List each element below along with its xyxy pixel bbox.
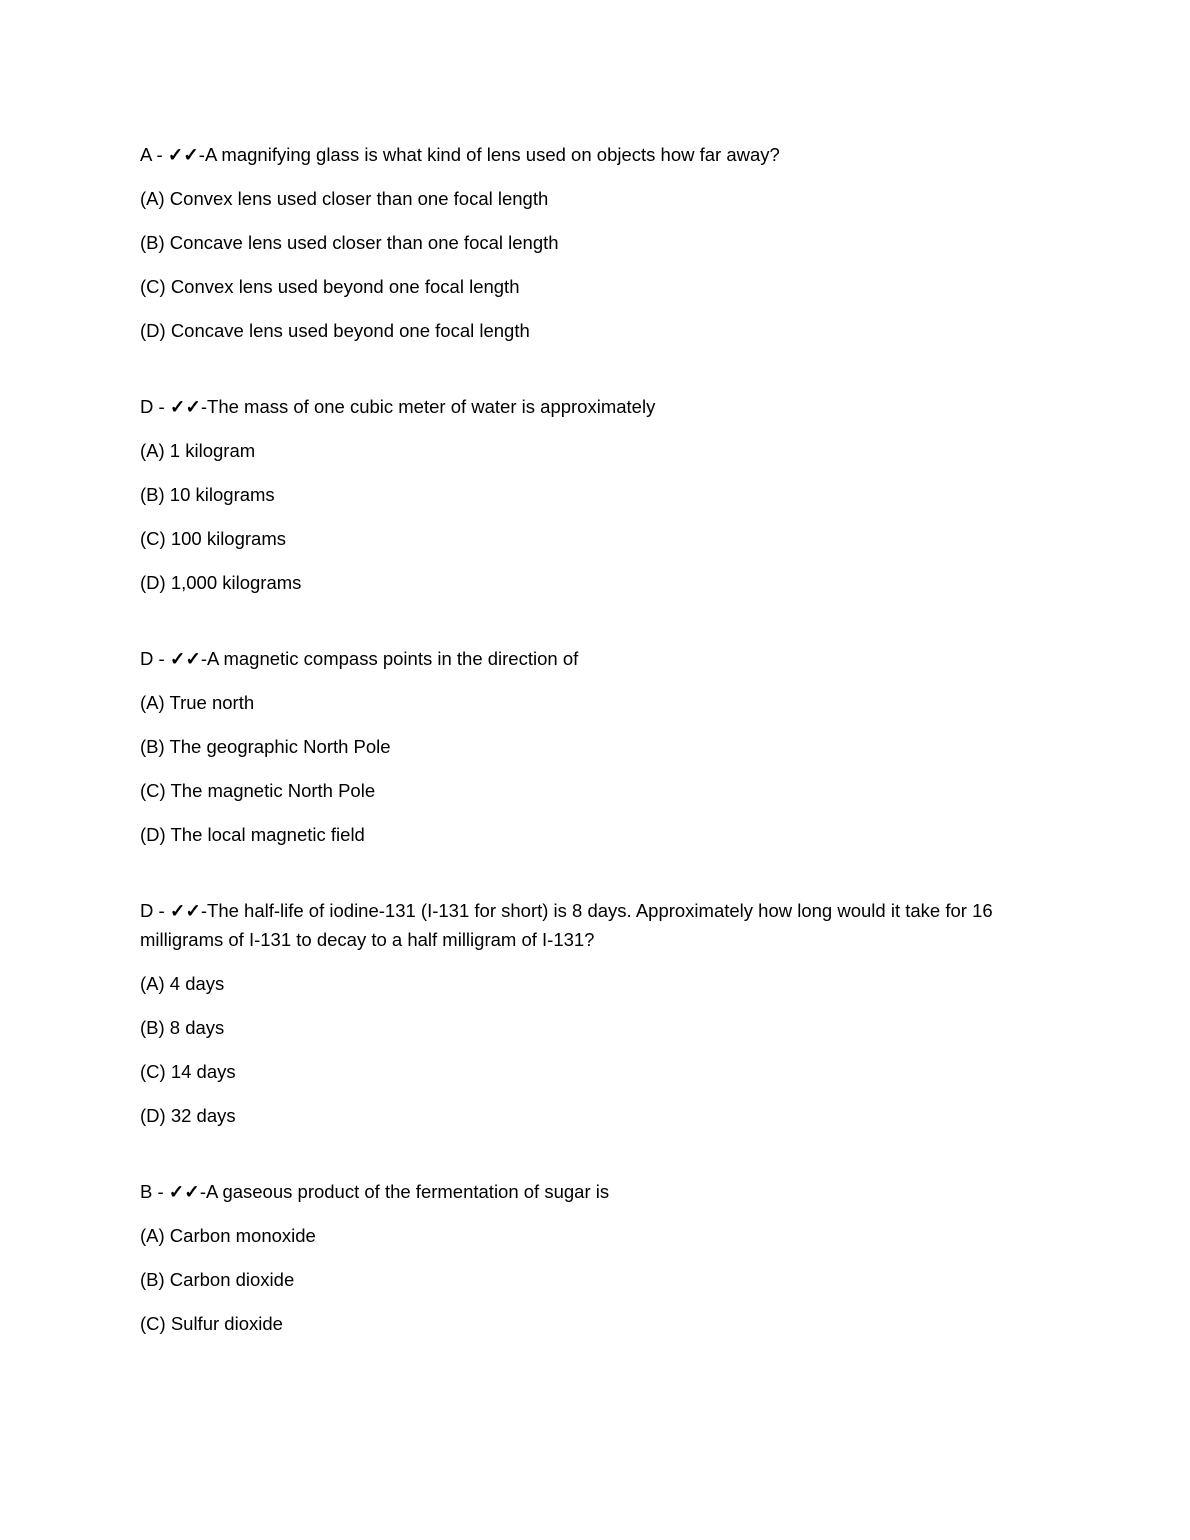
question-block: [140, 644, 1035, 849]
answer-option: (D) 32 days: [140, 1105, 236, 1126]
answer-option: (A) 4 days: [140, 973, 225, 994]
check-icon: ✓✓: [169, 648, 201, 669]
answer-option: (C) Sulfur dioxide: [140, 1313, 283, 1334]
question-text: A magnifying glass is what kind of lens used on objects how far away?: [204, 144, 780, 165]
answer-key: D: [140, 900, 154, 921]
question-block: [140, 1177, 1035, 1338]
answer-option: (A) True north: [140, 692, 255, 713]
answer-option: (D) Concave lens used beyond one focal length: [140, 320, 530, 341]
check-icon: ✓✓: [167, 144, 199, 165]
answer-option: (C) 100 kilograms: [140, 528, 286, 549]
answer-option: (B) The geographic North Pole: [140, 736, 391, 757]
question-text: A gaseous product of the fermentation of sugar is: [205, 1181, 610, 1202]
answer-option: (C) Convex lens used beyond one focal length: [140, 276, 520, 297]
question-stem: D - ✓✓-The half-life of iodine-131 (I-131 for short) is 8 days. Approximately how long would it take for 16 milligrams of I-131 to decay to a half milligram of I-131?: [140, 900, 993, 950]
answer-option: (A) Convex lens used closer than one focal length: [140, 188, 549, 209]
answer-option: (B) 8 days: [140, 1017, 225, 1038]
answer-key: A: [140, 144, 152, 165]
answer-key: B: [140, 1181, 153, 1202]
document: [140, 140, 1035, 1385]
question-stem: A - ✓✓-A magnifying glass is what kind of lens used on objects how far away?: [140, 144, 780, 165]
question-stem: D - ✓✓-The mass of one cubic meter of water is approximately: [140, 396, 656, 417]
question-block: [140, 140, 1035, 345]
check-icon: ✓✓: [169, 900, 201, 921]
answer-option: (C) 14 days: [140, 1061, 236, 1082]
question-stem: B - ✓✓-A gaseous product of the fermentation of sugar is: [140, 1181, 610, 1202]
question-block: [140, 896, 1035, 1130]
question-text: The mass of one cubic meter of water is approximately: [207, 396, 656, 417]
answer-option: (C) The magnetic North Pole: [140, 780, 376, 801]
check-icon: ✓✓: [168, 1181, 200, 1202]
answer-option: (B) Concave lens used closer than one focal length: [140, 232, 559, 253]
answer-option: (D) The local magnetic field: [140, 824, 365, 845]
question-stem: D - ✓✓-A magnetic compass points in the direction of: [140, 648, 579, 669]
answer-option: (D) 1,000 kilograms: [140, 572, 302, 593]
answer-option: (A) 1 kilogram: [140, 440, 256, 461]
answer-key: D: [140, 396, 154, 417]
answer-option: (A) Carbon monoxide: [140, 1225, 316, 1246]
answer-option: (B) 10 kilograms: [140, 484, 275, 505]
check-icon: ✓✓: [169, 396, 201, 417]
answer-option: (B) Carbon dioxide: [140, 1269, 295, 1290]
answer-key: D: [140, 648, 154, 669]
question-text: A magnetic compass points in the direction of: [207, 648, 579, 669]
question-block: [140, 392, 1035, 597]
question-text: The half-life of iodine-131 (I-131 for short) is 8 days. Approximately how long would it take for 16 milligrams of I-131 to decay to a half milligram of I-131?: [140, 900, 993, 950]
